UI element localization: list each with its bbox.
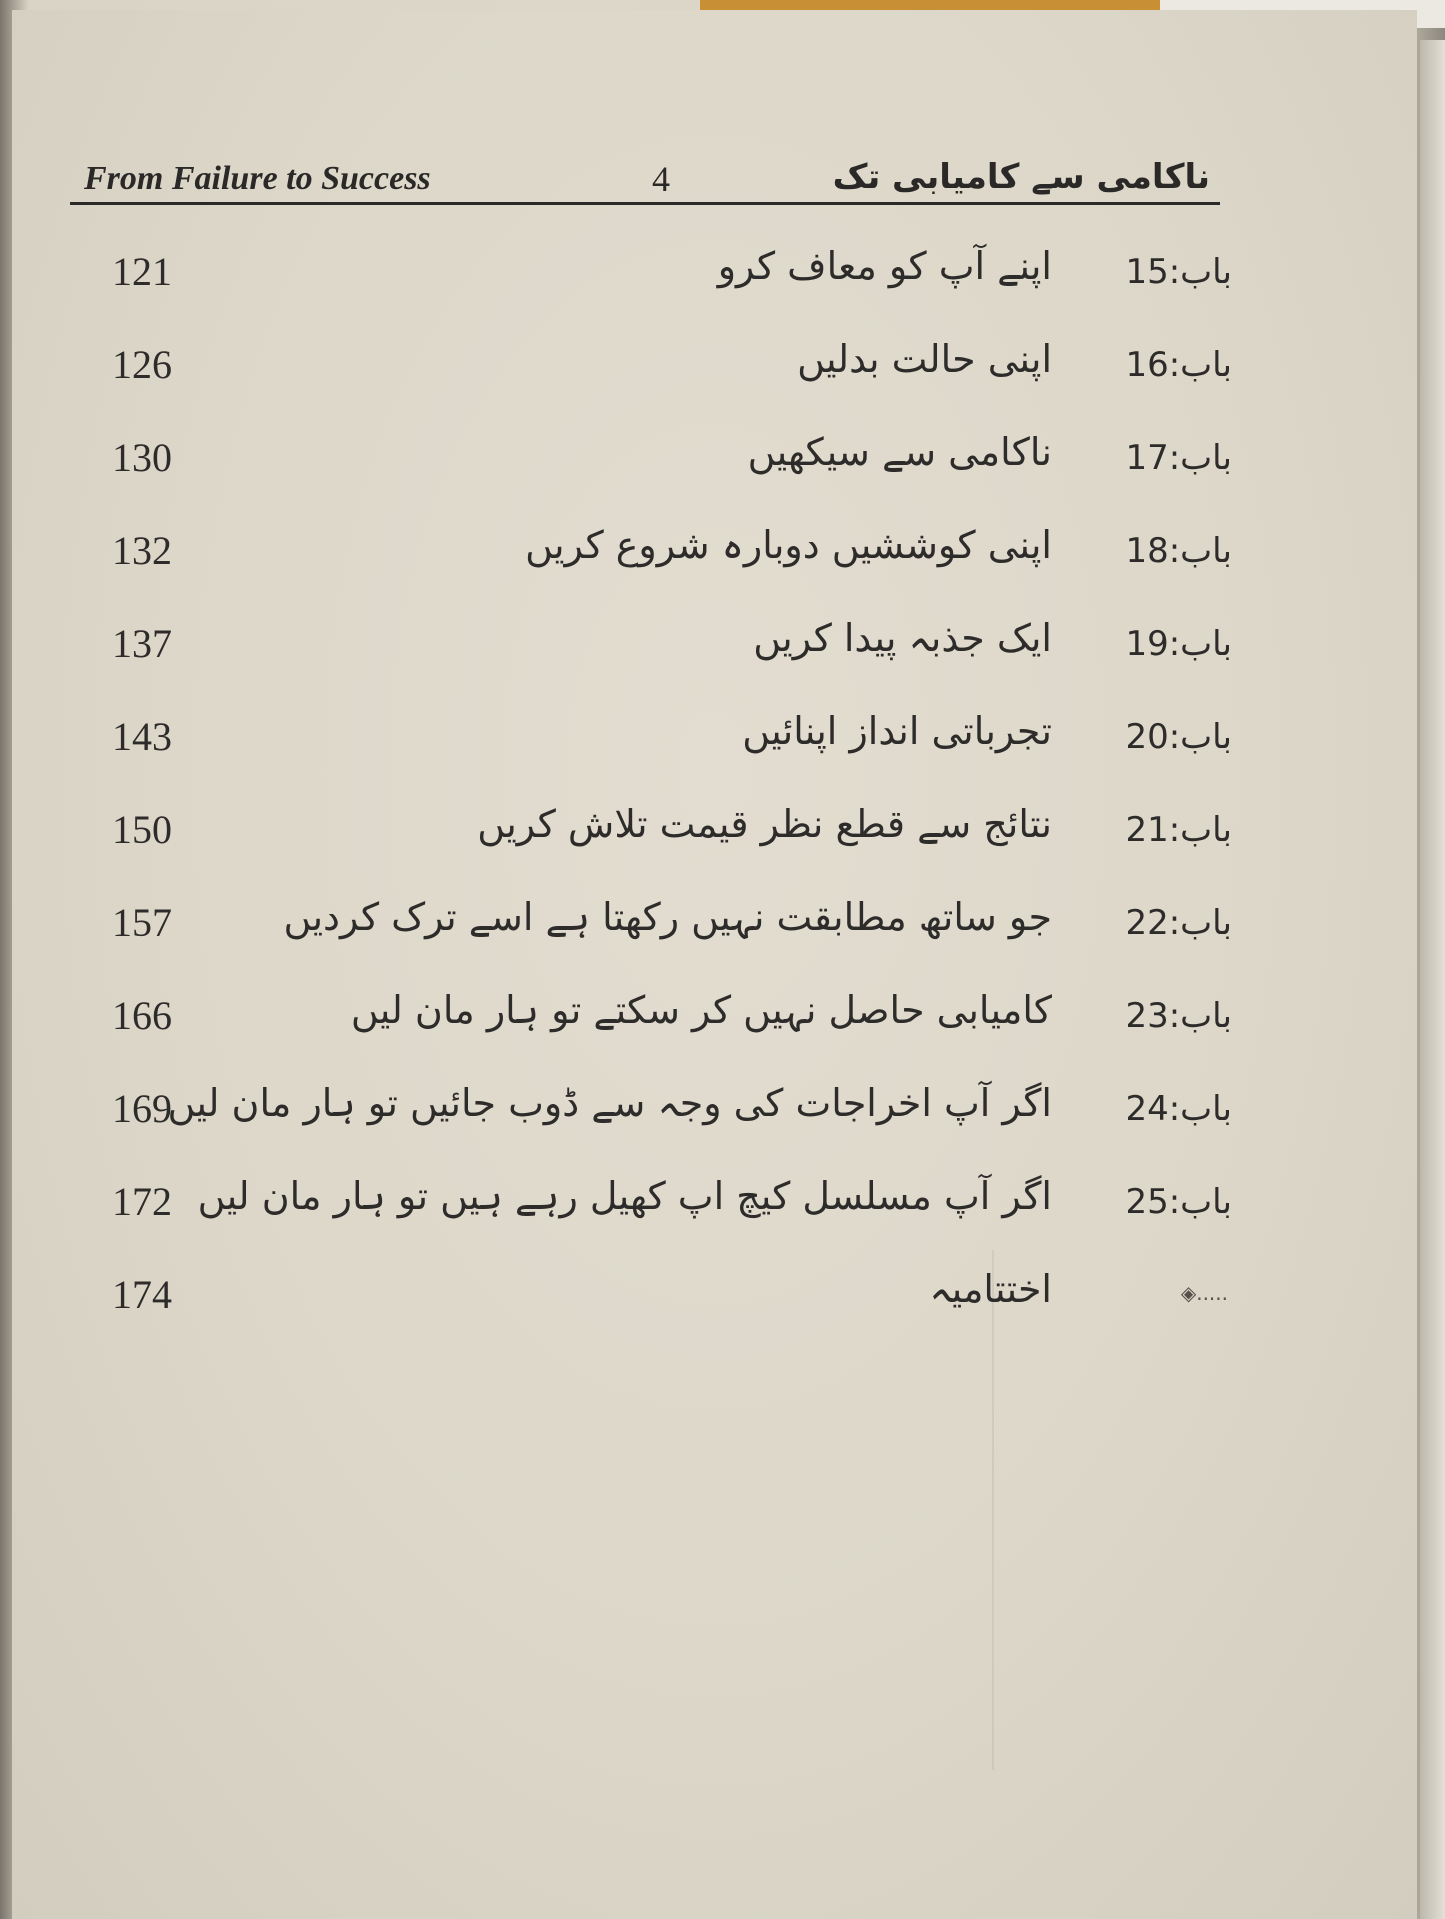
toc-chapter-title: اپنے آپ کو معاف کرو bbox=[717, 244, 1052, 288]
toc-page-number: 121 bbox=[112, 249, 172, 294]
diamond-bullet-icon: ◈..... bbox=[1180, 1281, 1228, 1305]
toc-row-epilogue bbox=[82, 1263, 1232, 1356]
toc-chapter-label: باب:17 bbox=[1125, 438, 1232, 478]
toc-chapter-label: باب:19 bbox=[1125, 624, 1232, 664]
toc-chapter-label: باب:15 bbox=[1125, 252, 1232, 292]
book-page bbox=[12, 10, 1417, 1919]
toc-chapter-title: جو ساتھ مطابقت نہیں رکھتا ہے اسے ترک کردیں bbox=[283, 895, 1052, 939]
toc-row bbox=[82, 612, 1232, 705]
toc-chapter-label: باب:21 bbox=[1125, 810, 1232, 850]
toc-row bbox=[82, 426, 1232, 519]
toc-page-number: 130 bbox=[112, 435, 172, 480]
toc-page-number: 132 bbox=[112, 528, 172, 573]
english-title: From Failure to Success bbox=[84, 160, 431, 197]
toc-chapter-title: نتائج سے قطع نظر قیمت تلاش کریں bbox=[477, 802, 1052, 846]
toc-page-number: 174 bbox=[112, 1272, 172, 1317]
toc-chapter-title: اپنی کوششیں دوبارہ شروع کریں bbox=[525, 523, 1052, 567]
toc-page-number: 126 bbox=[112, 342, 172, 387]
toc-chapter-title: ناکامی سے سیکھیں bbox=[747, 430, 1052, 474]
toc-chapter-title: تجرباتی انداز اپنائیں bbox=[742, 709, 1052, 753]
page-number: 4 bbox=[652, 159, 670, 199]
toc-epilogue-title: اختتامیہ bbox=[929, 1267, 1052, 1311]
toc-page-number: 172 bbox=[112, 1179, 172, 1224]
page-edge bbox=[1420, 40, 1445, 1919]
table-of-contents bbox=[82, 240, 1232, 1356]
toc-row bbox=[82, 705, 1232, 798]
toc-row bbox=[82, 984, 1232, 1077]
toc-row bbox=[82, 519, 1232, 612]
toc-chapter-label: باب:22 bbox=[1125, 903, 1232, 943]
toc-row bbox=[82, 891, 1232, 984]
toc-page-number: 157 bbox=[112, 900, 172, 945]
toc-chapter-label: باب:25 bbox=[1125, 1182, 1232, 1222]
toc-row bbox=[82, 1170, 1232, 1263]
toc-row bbox=[82, 1077, 1232, 1170]
toc-chapter-title: اگر آپ اخراجات کی وجہ سے ڈوب جائیں تو ہار مان لیں bbox=[167, 1081, 1052, 1125]
toc-page-number: 169 bbox=[112, 1086, 172, 1131]
toc-page-number: 137 bbox=[112, 621, 172, 666]
toc-chapter-title: اگر آپ مسلسل کیچ اپ کھیل رہے ہیں تو ہار مان لیں bbox=[197, 1174, 1052, 1218]
toc-chapter-label: باب:16 bbox=[1125, 345, 1232, 385]
toc-chapter-title: اپنی حالت بدلیں bbox=[797, 337, 1052, 381]
toc-page-number: 143 bbox=[112, 714, 172, 759]
toc-chapter-title: ایک جذبہ پیدا کریں bbox=[753, 616, 1052, 660]
toc-row bbox=[82, 240, 1232, 333]
toc-chapter-label: باب:24 bbox=[1125, 1089, 1232, 1129]
running-header bbox=[70, 150, 1220, 205]
toc-chapter-label: باب:20 bbox=[1125, 717, 1232, 757]
toc-row bbox=[82, 333, 1232, 426]
toc-page-number: 166 bbox=[112, 993, 172, 1038]
toc-chapter-label: باب:18 bbox=[1125, 531, 1232, 571]
toc-chapter-title: کامیابی حاصل نہیں کر سکتے تو ہار مان لیں bbox=[350, 988, 1052, 1032]
toc-row bbox=[82, 798, 1232, 891]
toc-page-number: 150 bbox=[112, 807, 172, 852]
toc-chapter-label: باب:23 bbox=[1125, 996, 1232, 1036]
urdu-title: ناکامی سے کامیابی تک bbox=[832, 157, 1210, 197]
